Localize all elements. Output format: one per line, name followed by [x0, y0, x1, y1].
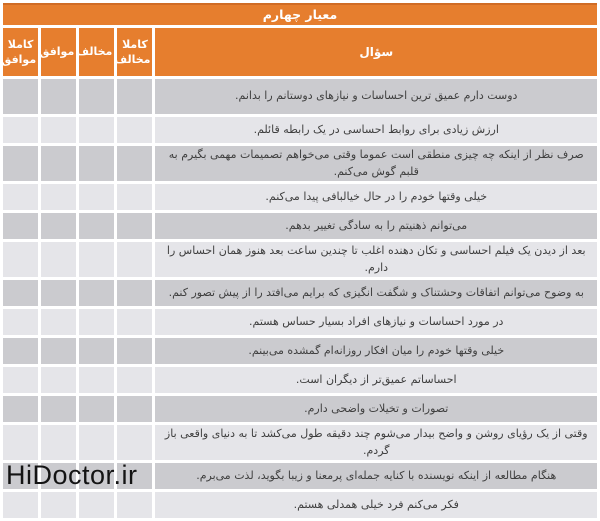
question-cell: وقتی از یک رؤیای روشن و واضح بیدار می‌شوم چند دقیقه طول می‌کشد تا به دنیای واقعی باز گردم.: [155, 425, 597, 460]
answer-cell[interactable]: [79, 79, 114, 114]
answer-cell[interactable]: [41, 184, 76, 210]
question-cell: به وضوح می‌توانم اتفاقات وحشتناک و شگفت انگیزی که برایم می‌افتد را از پیش تصور کنم.: [155, 280, 597, 306]
answer-cell[interactable]: [117, 367, 152, 393]
answer-cell[interactable]: [3, 213, 38, 239]
question-cell: هنگام مطالعه از اینکه نویسنده با کنایه جمله‌ای پرمعنا و زیبا بگوید، لذت می‌برم.: [155, 463, 597, 489]
table-row: [3, 396, 597, 422]
answer-cell[interactable]: [79, 309, 114, 335]
column-header-disagree: مخالف: [79, 28, 114, 76]
answer-cell[interactable]: [117, 79, 152, 114]
question-cell: احساساتم عمیق‌تر از دیگران است.: [155, 367, 597, 393]
answer-cell[interactable]: [117, 338, 152, 364]
answer-cell[interactable]: [3, 79, 38, 114]
table-row: [3, 146, 597, 181]
question-cell: می‌توانم ذهنیتم را به سادگی تغییر بدهم.: [155, 213, 597, 239]
answer-cell[interactable]: [79, 242, 114, 277]
watermark: HiDoctor.ir: [6, 460, 138, 490]
answer-cell[interactable]: [41, 213, 76, 239]
answer-cell[interactable]: [117, 280, 152, 306]
answer-cell[interactable]: [41, 146, 76, 181]
answer-cell[interactable]: [3, 425, 38, 460]
question-rows: [3, 79, 597, 518]
answer-cell[interactable]: [3, 309, 38, 335]
answer-cell[interactable]: [79, 146, 114, 181]
question-cell: صرف نظر از اینکه چه چیزی منطقی است عموما وقتی می‌خواهم تصمیمات مهمی بگیرم به قلبم گوش می‌کنم.: [155, 146, 597, 181]
answer-cell[interactable]: [41, 242, 76, 277]
answer-cell[interactable]: [79, 117, 114, 143]
column-header-strongly-agree: کاملا موافق: [3, 28, 38, 76]
table-row: [3, 79, 597, 114]
answer-cell[interactable]: [41, 367, 76, 393]
table-row: [3, 184, 597, 210]
table-row: [3, 213, 597, 239]
answer-cell[interactable]: [41, 117, 76, 143]
answer-cell[interactable]: [79, 184, 114, 210]
question-cell: خیلی وقتها خودم را در حال خیالبافی پیدا می‌کنم.: [155, 184, 597, 210]
answer-cell[interactable]: [117, 184, 152, 210]
table-row: [3, 309, 597, 335]
answer-cell[interactable]: [117, 492, 152, 518]
question-cell: در مورد احساسات و نیازهای افراد بسیار حساس هستم.: [155, 309, 597, 335]
answer-cell[interactable]: [41, 338, 76, 364]
question-cell: بعد از دیدن یک فیلم احساسی و تکان دهنده اغلب تا چندین ساعت بعد هنوز همان احساس را دارم.: [155, 242, 597, 277]
answer-cell[interactable]: [117, 396, 152, 422]
answer-cell[interactable]: [41, 280, 76, 306]
table-row: [3, 425, 597, 460]
answer-cell[interactable]: [117, 309, 152, 335]
answer-cell[interactable]: [41, 309, 76, 335]
answer-cell[interactable]: [3, 184, 38, 210]
table-row: [3, 280, 597, 306]
question-cell: ارزش زیادی برای روابط احساسی در یک رابطه قائلم.: [155, 117, 597, 143]
answer-cell[interactable]: [41, 425, 76, 460]
question-cell: دوست دارم عمیق ترین احساسات و نیازهای دوستانم را بدانم.: [155, 79, 597, 114]
answer-cell[interactable]: [79, 280, 114, 306]
answer-cell[interactable]: [79, 338, 114, 364]
table-row: [3, 242, 597, 277]
answer-cell[interactable]: [117, 117, 152, 143]
table-header-row: [3, 28, 597, 76]
answer-cell[interactable]: [79, 492, 114, 518]
answer-cell[interactable]: [117, 425, 152, 460]
answer-cell[interactable]: [3, 146, 38, 181]
table-row: [3, 492, 597, 518]
table-row: [3, 338, 597, 364]
answer-cell[interactable]: [79, 367, 114, 393]
table-title: معیار چهارم: [3, 3, 597, 25]
table-row: [3, 117, 597, 143]
table-row: [3, 367, 597, 393]
column-header-strongly-disagree: کاملا مخالف: [117, 28, 152, 76]
answer-cell[interactable]: [117, 213, 152, 239]
answer-cell[interactable]: [3, 242, 38, 277]
answer-cell[interactable]: [79, 213, 114, 239]
answer-cell[interactable]: [41, 492, 76, 518]
answer-cell[interactable]: [3, 492, 38, 518]
question-cell: خیلی وقتها خودم را میان افکار روزانه‌ام گمشده می‌بینم.: [155, 338, 597, 364]
answer-cell[interactable]: [117, 242, 152, 277]
answer-cell[interactable]: [41, 79, 76, 114]
answer-cell[interactable]: [3, 338, 38, 364]
question-cell: تصورات و تخیلات واضحی دارم.: [155, 396, 597, 422]
answer-cell[interactable]: [117, 146, 152, 181]
answer-cell[interactable]: [3, 117, 38, 143]
answer-cell[interactable]: [41, 396, 76, 422]
answer-cell[interactable]: [3, 280, 38, 306]
answer-cell[interactable]: [79, 396, 114, 422]
answer-cell[interactable]: [3, 367, 38, 393]
column-header-question: سؤال: [155, 28, 597, 76]
column-header-agree: موافق: [41, 28, 76, 76]
table-title-row: [3, 3, 597, 25]
answer-cell[interactable]: [79, 425, 114, 460]
question-cell: فکر می‌کنم فرد خیلی همدلی هستم.: [155, 492, 597, 518]
answer-cell[interactable]: [3, 396, 38, 422]
